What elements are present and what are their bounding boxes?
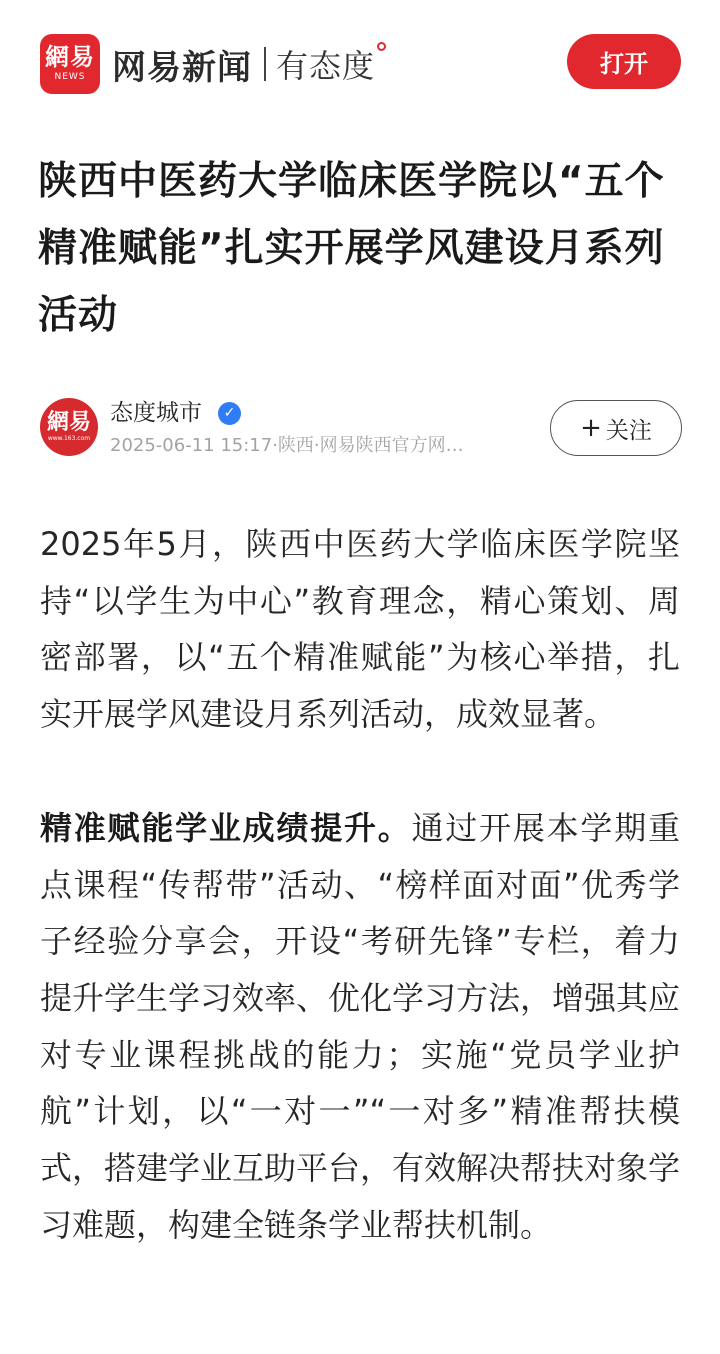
open-app-button[interactable]: 打开 xyxy=(567,34,681,89)
avatar-text: 網易 xyxy=(46,409,91,435)
paragraph xyxy=(40,800,680,1254)
paragraph xyxy=(40,516,680,743)
paragraph-lead: 精准赋能学业成绩提升。 xyxy=(40,808,412,847)
brand-divider xyxy=(264,47,266,81)
verified-badge-icon: ✓ xyxy=(218,402,241,425)
top-app-banner xyxy=(0,0,720,124)
logo-text: 網易 xyxy=(45,42,95,71)
brand-name: 网易新闻 xyxy=(112,47,252,88)
article-title: 陕西中医药大学临床医学院以“五个精准赋能”扎实开展学风建设月系列活动 xyxy=(38,159,665,338)
brand-slogan: 有态度 xyxy=(276,47,376,85)
follow-label: 关注 xyxy=(605,417,652,444)
author-avatar[interactable] xyxy=(40,398,98,456)
netease-logo[interactable] xyxy=(40,34,100,94)
plus-icon: + xyxy=(580,413,602,443)
paragraph-text: 2025年5月，陕西中医药大学临床医学院坚持“以学生为中心”教育理念，精心策划、周密部署，以“五个精准赋能”为核心举措，扎实开展学风建设月系列活动，成效显著。 xyxy=(40,525,680,734)
author-row xyxy=(40,396,682,466)
publish-meta: 2025-06-11 15:17·陕西·网易陕西官方网… xyxy=(110,435,464,456)
logo-sub: NEWS xyxy=(54,72,86,82)
follow-button[interactable] xyxy=(550,400,682,456)
brand xyxy=(112,38,386,90)
slogan-dot-icon xyxy=(377,42,386,51)
author-name[interactable]: 态度城市 xyxy=(110,400,202,426)
paragraph-text: 通过开展本学期重点课程“传帮带”活动、“榜样面对面”优秀学子经验分享会，开设“考研先锋”专栏，着力提升学生学习效率、优化学习方法，增强其应对专业课程挑战的能力；实施“党员学业护航”计划，以“一对一”“一对多”精准帮扶模式，搭建学业互助平台，有效解决帮扶对象学习难题，构建全链条学业帮扶机制。 xyxy=(40,808,681,1244)
article-body xyxy=(40,516,680,1310)
avatar-sub: www.163.com xyxy=(47,435,91,442)
